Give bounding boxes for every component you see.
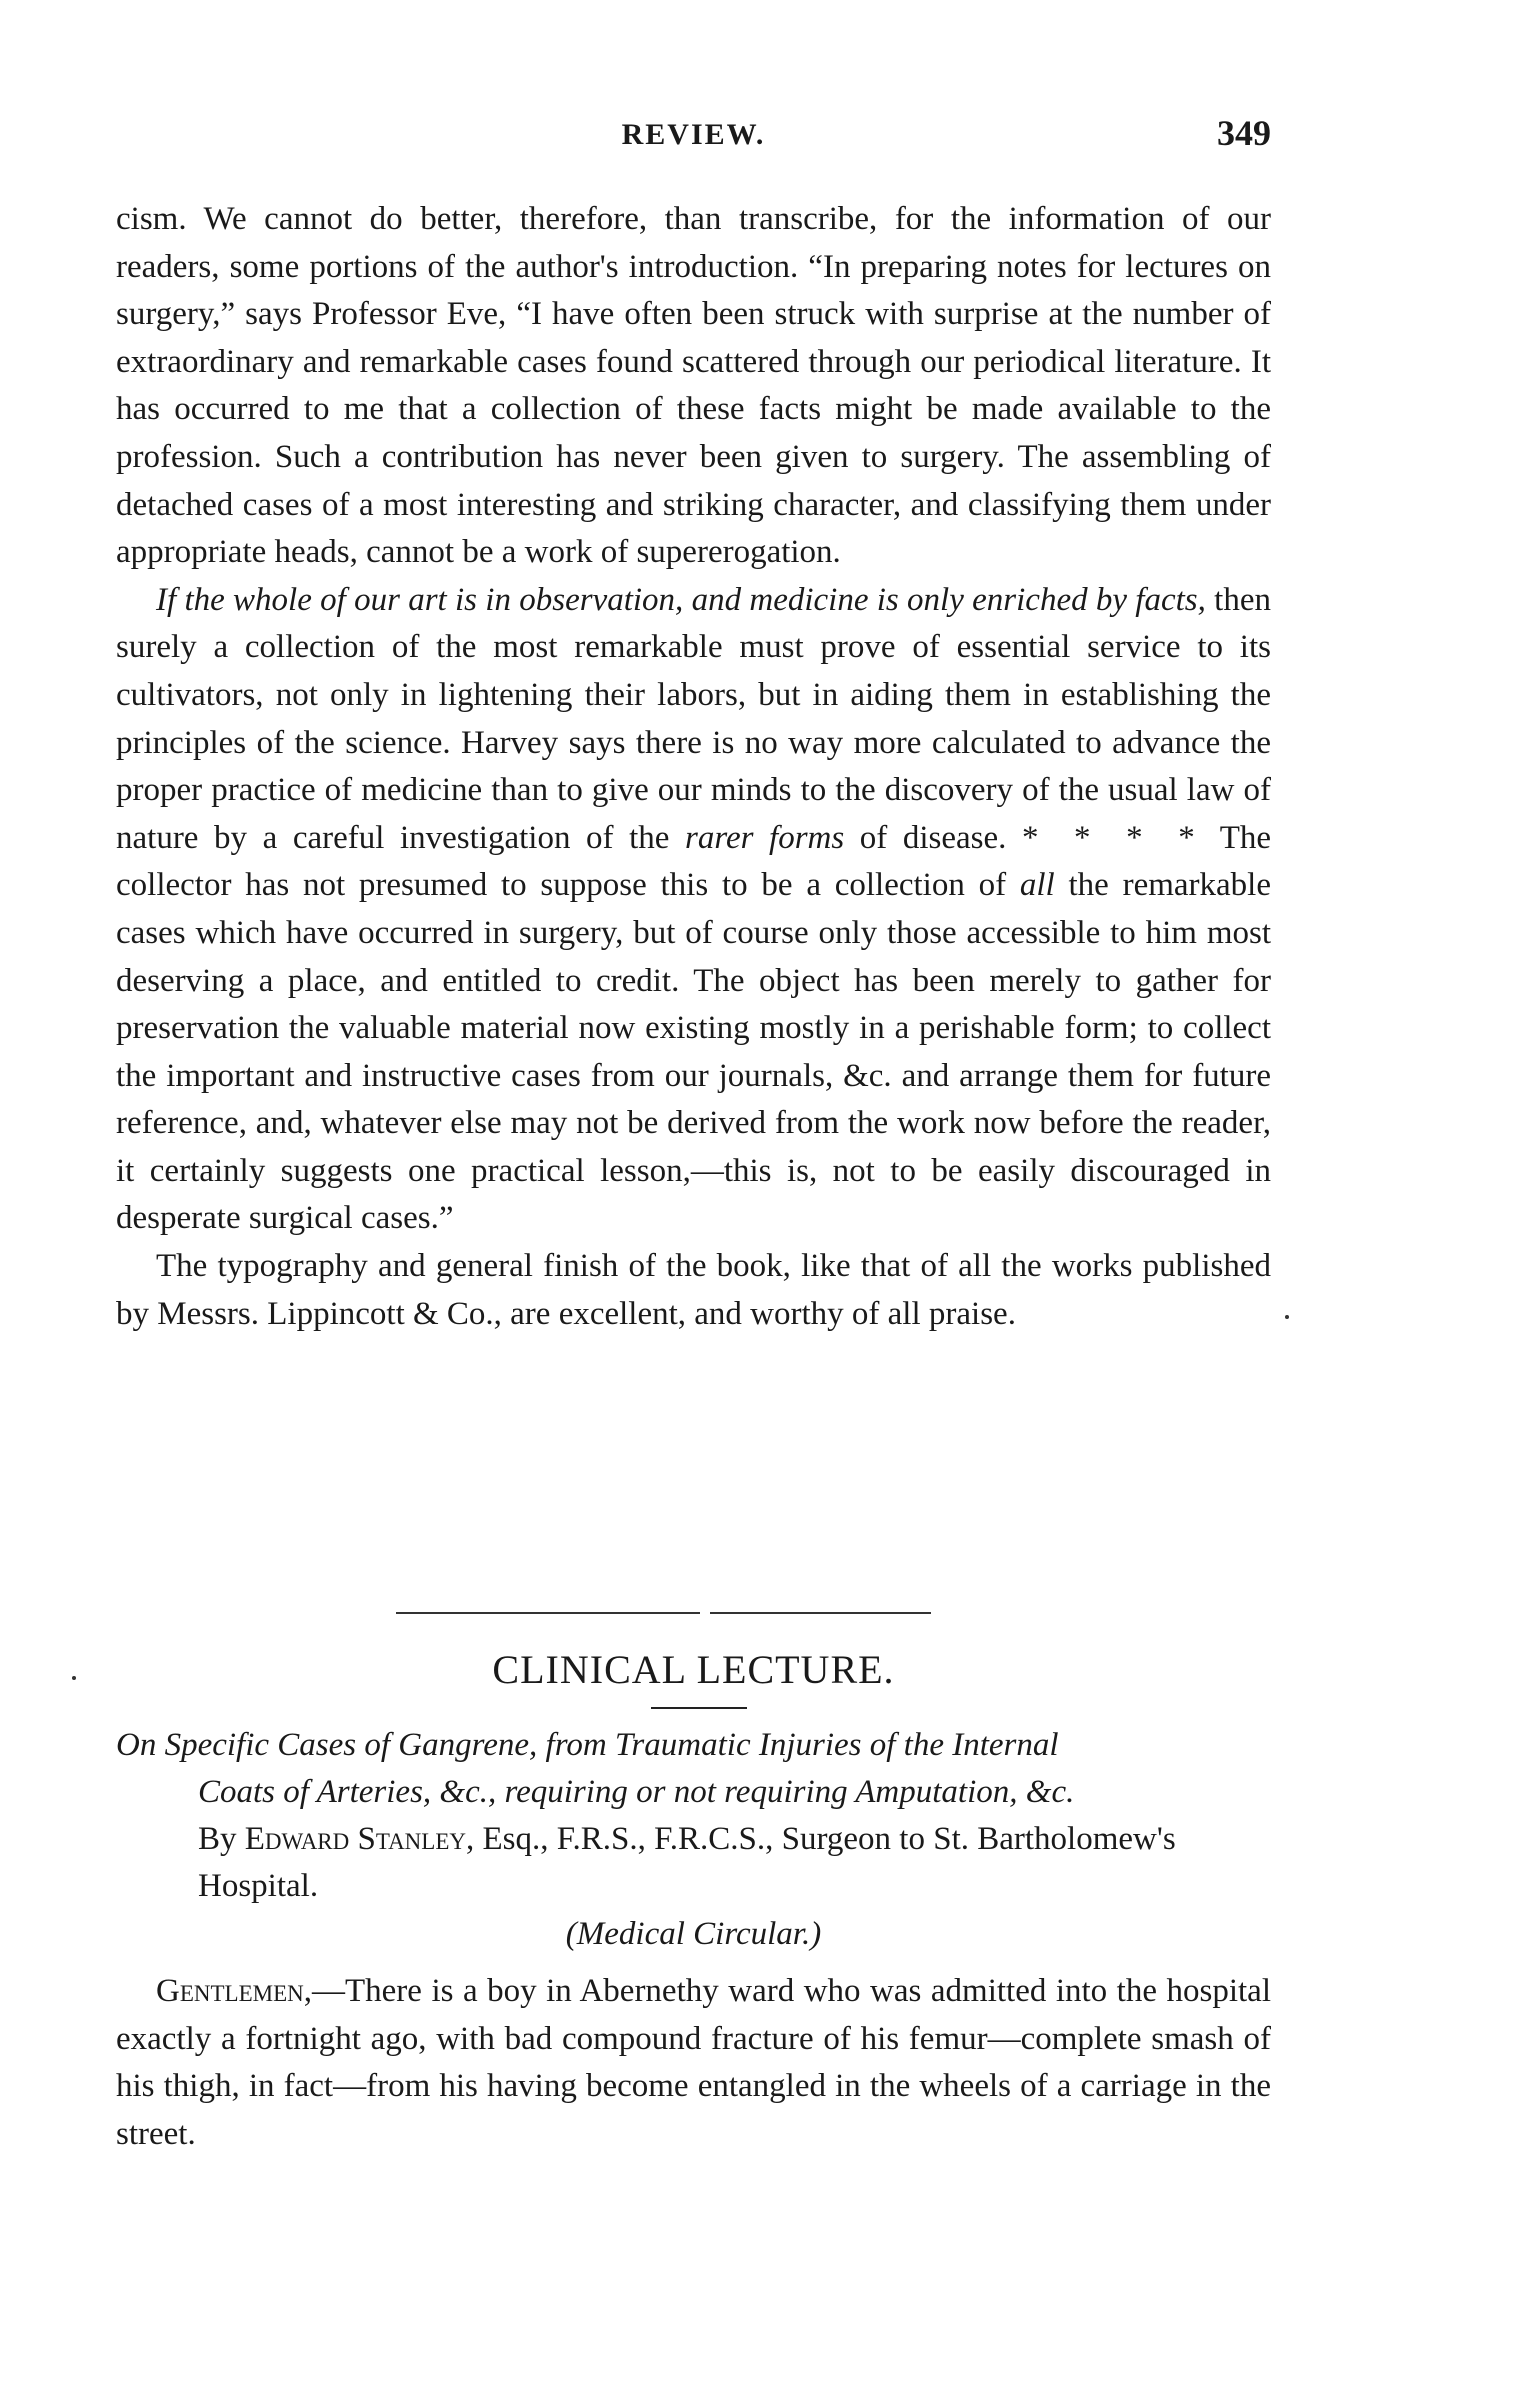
salutation: Gentlemen,	[156, 1973, 312, 2009]
review-paragraph-1	[116, 196, 1271, 577]
review-paragraph-1-text: cism. We cannot do better, therefore, than transcribe, for the information of our readers, some portions of the author's introduction. “In preparing notes for lectures on surgery,” says Professor Eve, “I have often been struck with surprise at the number of extraordinary and remarkable cases found scattered through our periodical literature. It has occurred to me that a collection of these facts might be made available to the profession. Such a contribution has never been given to surgery. The assembling of detached cases of a most interesting and striking character, and classifying them under appropriate heads, cannot be a work of supererogation.	[116, 201, 1271, 571]
section-divider-gap	[700, 1608, 710, 1616]
author-name: Edward Stanley	[244, 1821, 466, 1857]
lecture-subtitle	[116, 1722, 1271, 1910]
heading-underline	[651, 1707, 747, 1709]
lecture-text	[116, 1968, 1271, 2158]
lecture-subtitle-line-2: Coats of Arteries, &c., requiring or not requiring Amputation, &c.	[198, 1774, 1075, 1810]
review-paragraph-2	[116, 577, 1271, 1243]
lecture-paragraph-1	[116, 1968, 1271, 2158]
review-paragraph-2-text-c: The collector has not presumed to suppose this to be a collection of	[116, 819, 1272, 904]
review-paragraph-2-text-a: then surely a collection of the most remarkable must prove of essential service to its cultivators, not only in lightening their labors, but in aiding them in establishing the principles of the science. Harvey says there is no way more calculated to advance the proper practice of medicine than to give our minds to the discovery of the usual law of nature by a careful investigation of the	[116, 581, 1271, 856]
running-title: REVIEW.	[621, 118, 766, 151]
print-speck	[1285, 1315, 1289, 1319]
emphasis-rarer-forms: rarer forms	[685, 819, 845, 856]
review-paragraph-3-text: The typography and general finish of the book, like that of all the works published by Messrs. Lippincott & Co., are excellent, and worthy of all praise.	[116, 1248, 1271, 1332]
author-prefix: By	[198, 1821, 245, 1857]
emphasis-whole-art: If the whole of our art is in observation, and medicine is only enriched by facts,	[156, 581, 1206, 618]
review-paragraph-2-text-d: the remarkable cases which have occurred in surgery, but of course only those accessible to him most deserving a place, and entitled to credit. The object has been merely to gather for preservation the valuable material now existing mostly in a perishable form; to collect the important and instructive cases from our journals, &c. and arrange them for future reference, and, whatever else may not be derived from the work now before the reader, it certainly suggests one practical lesson,—this is, not to be easily discouraged in desperate surgical cases.”	[116, 867, 1271, 1237]
lecture-subtitle-line-1: On Specific Cases of Gangrene, from Traumatic Injuries of the Internal	[116, 1727, 1059, 1763]
section-heading: CLINICAL LECTURE.	[492, 1647, 895, 1692]
asterisk-ellipsis: * * * *	[1021, 819, 1205, 856]
source-citation: (Medical Circular.)	[565, 1916, 822, 1952]
print-speck	[72, 1676, 76, 1680]
page-number: 349	[1217, 113, 1271, 153]
review-paragraph-2-text-b: of disease.	[844, 819, 1022, 856]
review-paragraph-3	[116, 1243, 1271, 1338]
review-text	[116, 196, 1271, 1338]
author-byline	[116, 1816, 1271, 1910]
lecture-paragraph-1-text: —There is a boy in Abernethy ward who was admitted into the hospital exactly a fortnight ago, with bad compound fracture of his femur—complete smash of his thigh, in fact—from his having become entangled in the wheels of a carriage in the street.	[116, 1973, 1271, 2152]
section-divider-rule	[396, 1612, 931, 1614]
emphasis-all: all	[1019, 867, 1055, 904]
author-credentials: , Esq., F.R.S., F.R.C.S., Surgeon to St. Bartholomew's Hospital.	[198, 1821, 1176, 1904]
running-head	[116, 112, 1271, 162]
